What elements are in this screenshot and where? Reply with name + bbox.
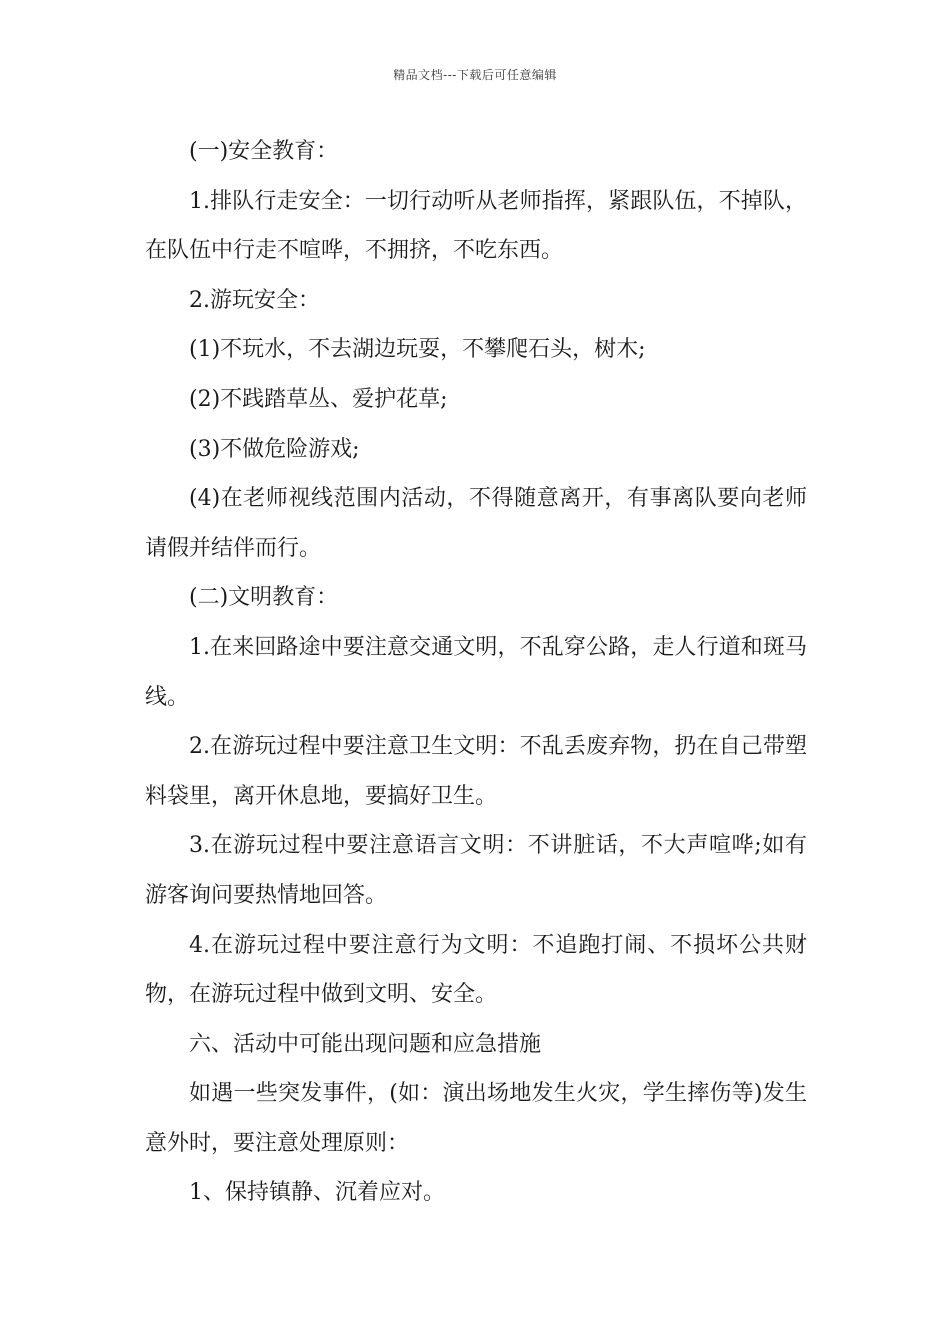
list-item: (3)不做危险游戏; — [189, 436, 360, 462]
page-header: 精品文档---下载后可任意编辑 — [393, 68, 557, 82]
section-heading-civility: (二)文明教育： — [189, 585, 339, 611]
paragraph-emergency-intro: 如遇一些突发事件，(如：演出场地发生火灾，学生摔伤等)发生意外时，要注意处理原则： — [145, 1081, 807, 1156]
paragraph-stay-calm: 1、保持镇静、沉着应对。 — [189, 1180, 445, 1206]
document-body — [145, 127, 807, 1218]
section-heading-emergency: 六、活动中可能出现问题和应急措施 — [189, 1031, 542, 1057]
list-item: (2)不践踏草丛、爱护花草; — [189, 386, 448, 412]
paragraph-hygiene-civility: 2.在游玩过程中要注意卫生文明：不乱丢废弃物，扔在自己带塑料袋里，离开休息地，要搞好卫生。 — [145, 734, 807, 809]
paragraph-behavior-civility: 4.在游玩过程中要注意行为文明：不追跑打闹、不损坏公共财物，在游玩过程中做到文明、安全。 — [145, 932, 807, 1008]
paragraph-queue-safety: 1.排队行走安全：一切行动听从老师指挥，紧跟队伍，不掉队，在队伍中行走不喧哗，不拥挤，不吃东西。 — [145, 188, 807, 264]
list-item: (4)在老师视线范围内活动，不得随意离开，有事离队要向老师请假并结伴而行。 — [145, 486, 807, 561]
paragraph-traffic-civility: 1.在来回路途中要注意交通文明，不乱穿公路，走人行道和斑马线。 — [145, 634, 807, 710]
section-heading-safety: (一)安全教育： — [189, 139, 339, 164]
paragraph-language-civility: 3.在游玩过程中要注意语言文明：不讲脏话，不大声喧哗;如有游客询问要热情地回答。 — [145, 833, 807, 908]
paragraph-play-safety: 2.游玩安全： — [189, 287, 320, 313]
list-item: (1)不玩水，不去湖边玩耍，不攀爬石头，树木; — [189, 337, 646, 363]
